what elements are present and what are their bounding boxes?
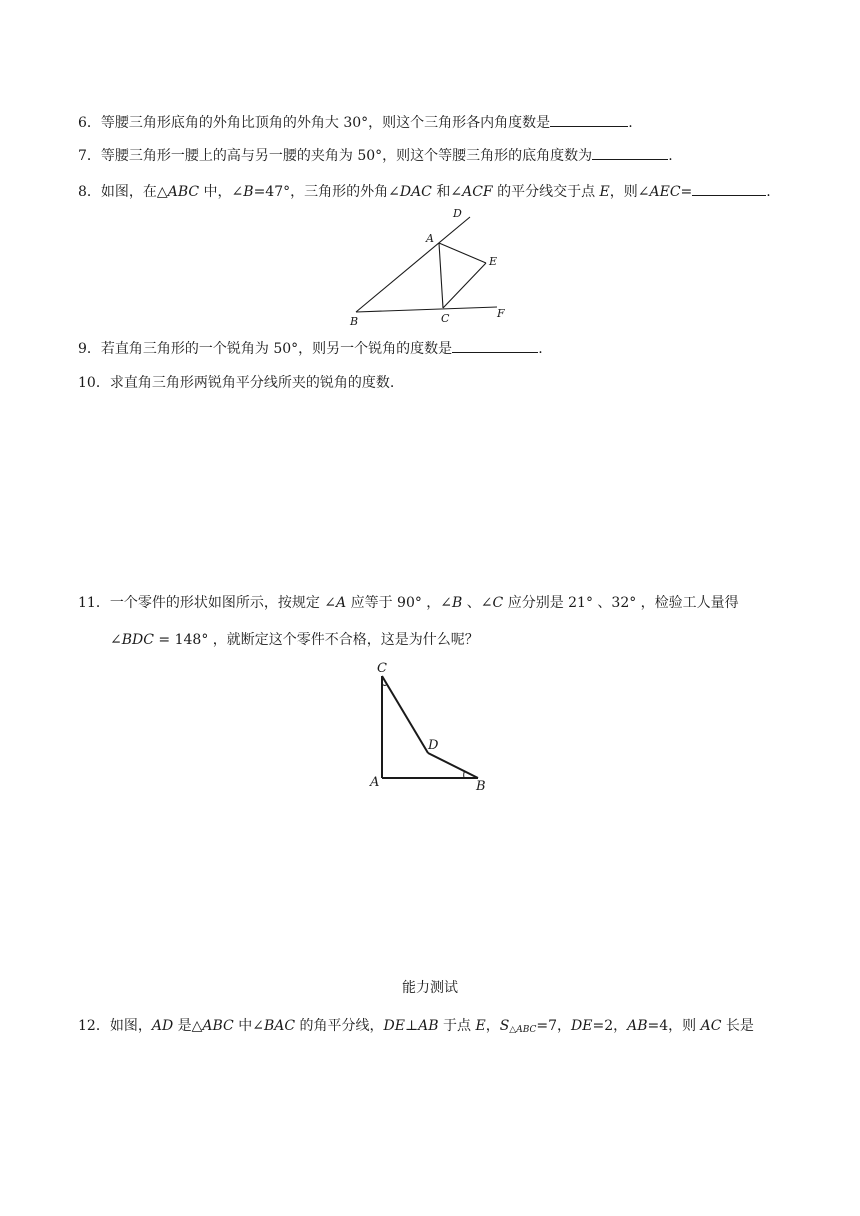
text-seg: ⊥ <box>404 1018 419 1034</box>
label-D: D <box>428 738 439 753</box>
question-number: 10． <box>78 375 110 391</box>
math-var: AB <box>627 1018 648 1034</box>
answer-blank[interactable] <box>550 112 628 127</box>
math-var: B <box>243 184 254 200</box>
text-seg: = <box>680 184 693 200</box>
math-var: BAC <box>263 1018 296 1034</box>
question-11-line2 <box>110 630 479 650</box>
period: . <box>538 341 543 357</box>
text-seg: 的角平分线， <box>295 1018 384 1034</box>
text-seg: 一个零件的形状如图所示，按规定 ∠ <box>109 595 337 611</box>
text-seg: 和∠ <box>431 184 463 200</box>
angle-mark-B <box>464 771 465 778</box>
line-CD <box>382 676 428 753</box>
line-BF <box>356 307 497 312</box>
math-var: ABC <box>167 184 200 200</box>
period: . <box>668 148 673 164</box>
math-var: E <box>475 1018 486 1034</box>
text-seg: 应等于 90° ，∠ <box>346 595 453 611</box>
figure-machine-part <box>360 656 500 796</box>
label-F: F <box>497 307 505 320</box>
math-var: ACF <box>462 184 493 200</box>
text-seg: =47°，三角形的外角∠ <box>253 184 400 200</box>
period: . <box>766 184 771 200</box>
math-var: DAC <box>399 184 432 200</box>
question-7 <box>78 145 673 166</box>
text-seg: =4，则 <box>647 1018 701 1034</box>
question-text: 等腰三角形底角的外角比顶角的外角大 30°，则这个三角形各内角度数是 <box>100 115 551 131</box>
line-DB <box>428 753 478 778</box>
angle-mark-C <box>382 684 387 686</box>
text-seg: 是△ <box>173 1018 203 1034</box>
math-var: DE <box>571 1018 593 1034</box>
text-seg: ∠ <box>110 632 122 648</box>
question-9 <box>78 338 543 359</box>
section-title: 能力测试 <box>402 980 458 996</box>
math-var: E <box>599 184 610 200</box>
question-11-line1 <box>78 593 739 613</box>
math-var: DE <box>383 1018 405 1034</box>
label-C: C <box>441 312 450 325</box>
line-AE <box>439 243 486 263</box>
line-AC <box>439 243 443 308</box>
text-seg: 中，∠ <box>199 184 244 200</box>
question-text: 若直角三角形的一个锐角为 50°，则另一个锐角的度数是 <box>100 341 453 357</box>
math-var: AB <box>418 1018 439 1034</box>
math-var: S <box>499 1018 510 1034</box>
question-number: 8． <box>78 184 101 200</box>
question-number: 11． <box>78 595 110 611</box>
question-12 <box>78 1016 754 1040</box>
text-seg: 中∠ <box>233 1018 264 1034</box>
text-seg: 如图，在△ <box>100 184 168 200</box>
text-seg: =2， <box>592 1018 628 1034</box>
text-seg: ， <box>485 1018 500 1034</box>
question-text: 求直角三角形两锐角平分线所夹的锐角的度数. <box>109 375 395 391</box>
answer-blank[interactable] <box>452 338 538 353</box>
label-A: A <box>370 775 380 790</box>
figure-triangle-exterior-bisectors <box>340 205 520 330</box>
label-D: D <box>453 207 462 220</box>
question-number: 6． <box>78 115 101 131</box>
math-var: B <box>452 595 463 611</box>
math-var: BDC <box>121 632 154 648</box>
text-seg: 于点 <box>438 1018 476 1034</box>
text-seg: 应分别是 21° 、32° ，检验工人量得 <box>503 595 739 611</box>
question-6 <box>78 112 633 133</box>
label-E: E <box>489 255 498 268</box>
question-number: 9． <box>78 341 101 357</box>
math-var: AEC <box>649 184 681 200</box>
text-seg: ，则∠ <box>609 184 650 200</box>
text-seg: 、∠ <box>462 595 493 611</box>
line-EC <box>443 263 486 308</box>
text-seg: = 148° ，就断定这个零件不合格，这是为什么呢？ <box>153 632 479 648</box>
answer-blank[interactable] <box>692 181 766 196</box>
label-B: B <box>476 779 486 794</box>
math-subscript: △ABC <box>509 1025 537 1035</box>
label-B: B <box>350 315 359 328</box>
question-text: 等腰三角形一腰上的高与另一腰的夹角为 50°，则这个等腰三角形的底角度数为 <box>100 148 593 164</box>
text-seg: 如图， <box>109 1018 152 1034</box>
math-var: A <box>336 595 347 611</box>
label-C: C <box>377 661 387 676</box>
answer-blank[interactable] <box>592 145 668 160</box>
question-number: 12． <box>78 1018 110 1034</box>
math-var: AC <box>700 1018 722 1034</box>
label-A: A <box>426 232 434 245</box>
question-8 <box>78 181 771 202</box>
question-10 <box>78 373 394 393</box>
text-seg: 的平分线交于点 <box>492 184 600 200</box>
math-var: ABC <box>202 1018 234 1034</box>
math-var: AD <box>151 1018 174 1034</box>
question-number: 7． <box>78 148 101 164</box>
text-seg: 长是 <box>721 1018 754 1034</box>
text-seg: =7， <box>536 1018 572 1034</box>
math-var: C <box>492 595 504 611</box>
period: . <box>628 115 633 131</box>
